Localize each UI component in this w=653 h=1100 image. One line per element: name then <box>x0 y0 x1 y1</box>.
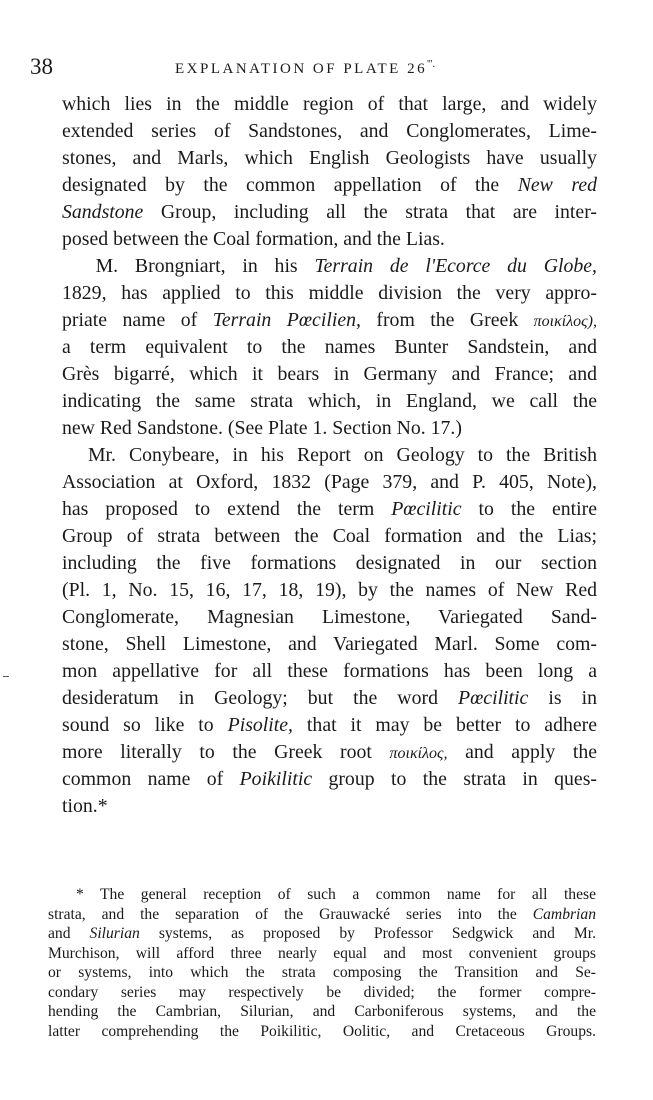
text-span: has proposed to extend the term <box>62 498 392 520</box>
footnote-line: latter comprehending the Poikilitic, Oolitic, and Cretaceous Groups. <box>48 1022 596 1040</box>
text-line: extended series of Sandstones, and Conglomerates, Lime- <box>62 120 597 142</box>
italic-term: Poikilitic <box>239 768 313 790</box>
greek-word: ποικίλος), <box>533 313 597 330</box>
italic-term: Pisolite, <box>227 714 293 736</box>
footnote-line: or systems, into which the strata composing the Transition and Se- <box>48 964 596 981</box>
running-title <box>175 59 435 78</box>
text-span: systems, as proposed by Professor Sedgwick and Mr. <box>139 925 596 942</box>
text-line <box>62 172 597 199</box>
text-line: 1829, has applied to this middle division the very appro- <box>62 282 597 304</box>
italic-term: Terrain de l'Ecorce du Globe, <box>314 255 597 277</box>
text-line: (Pl. 1, No. 15, 16, 17, 18, 19), by the names of New Red <box>62 579 597 601</box>
italic-term: Pœcilitic <box>458 687 529 709</box>
text-line: Group of strata between the Coal formation and the Lias; <box>62 525 597 547</box>
text-span: Mr. Conybeare, in his Report on Geology to the British <box>87 444 597 466</box>
text-span: sound so like to <box>62 714 228 736</box>
text-line <box>62 253 597 280</box>
text-line: mon appellative for all these formations has been long a <box>62 660 597 682</box>
text-line: Grès bigarré, which it bears in Germany and France; and <box>62 363 597 385</box>
text-line: indicating the same strata which, in England, we call the <box>62 390 597 412</box>
text-span: is in <box>528 687 597 709</box>
text-span: common name of <box>62 768 240 790</box>
running-title-sup: '''. <box>427 59 435 70</box>
footnote <box>48 885 596 1041</box>
italic-term: Cambrian <box>532 905 596 923</box>
text-line <box>62 766 597 793</box>
italic-term: Silurian <box>89 925 140 942</box>
footnote-line: Murchison, will afford three nearly equal and most convenient groups <box>48 944 596 962</box>
text-span: strata, and the separation of the Grauwacké series into the <box>48 905 533 923</box>
text-line: a term equivalent to the names Bunter Sandstein, and <box>62 336 597 358</box>
greek-word: ποικίλος, <box>389 745 448 762</box>
italic-term: Pœcilitic <box>391 498 462 520</box>
text-span: group to the strata in ques- <box>312 768 597 790</box>
text-span: desideratum in Geology; but the word <box>62 687 459 709</box>
text-span: from the Greek <box>360 309 534 331</box>
text-span: M. Brongniart, in his <box>95 255 315 277</box>
footnote-line: condary series may respectively be divided; the former compre- <box>48 983 596 1001</box>
text-span: more literally to the Greek root <box>62 741 390 763</box>
text-line <box>62 739 597 766</box>
text-span: to the entire <box>461 498 598 520</box>
text-line: stone, Shell Limestone, and Variegated Marl. Some com- <box>62 633 597 655</box>
margin-mark <box>3 676 9 677</box>
text-line: stones, and Marls, which English Geologists have usually <box>62 147 597 169</box>
text-span: that it may be better to adhere <box>293 714 597 736</box>
body-text <box>62 91 597 820</box>
text-line: new Red Sandstone. (See Plate 1. Section No. 17.) <box>62 417 462 439</box>
italic-term: New red <box>517 174 597 196</box>
footnote-line: * The general reception of such a common name for all these <box>76 886 596 903</box>
text-line <box>62 712 597 739</box>
text-line <box>62 307 597 334</box>
text-span: designated by the common appellation of the <box>62 174 518 196</box>
text-line: tion.* <box>62 795 108 817</box>
text-line: including the five formations designated in our section <box>62 552 597 574</box>
text-line: Conglomerate, Magnesian Limestone, Variegated Sand- <box>62 606 597 628</box>
footnote-line <box>48 905 596 925</box>
running-title-text: EXPLANATION OF PLATE 26 <box>175 61 428 77</box>
text-span: and apply the <box>447 741 598 763</box>
italic-term: Terrain Pœcilien, <box>212 309 361 331</box>
text-line <box>62 685 597 712</box>
page-header <box>30 54 630 84</box>
text-line <box>62 199 597 226</box>
page-number: 38 <box>30 54 53 79</box>
text-line <box>62 442 597 469</box>
text-span: priate name of <box>62 309 213 331</box>
text-line: which lies in the middle region of that large, and widely <box>62 93 597 115</box>
footnote-line: hending the Cambrian, Silurian, and Carboniferous systems, and the <box>48 1003 596 1020</box>
text-line <box>62 496 597 523</box>
italic-term: Sandstone <box>62 201 144 223</box>
text-span: and <box>48 925 90 942</box>
footnote-line <box>48 924 596 944</box>
text-line: posed between the Coal formation, and the Lias. <box>62 228 445 250</box>
text-line: Association at Oxford, 1832 (Page 379, and P. 405, Note), <box>62 471 597 493</box>
text-span: Group, including all the strata that are inter- <box>143 201 597 223</box>
